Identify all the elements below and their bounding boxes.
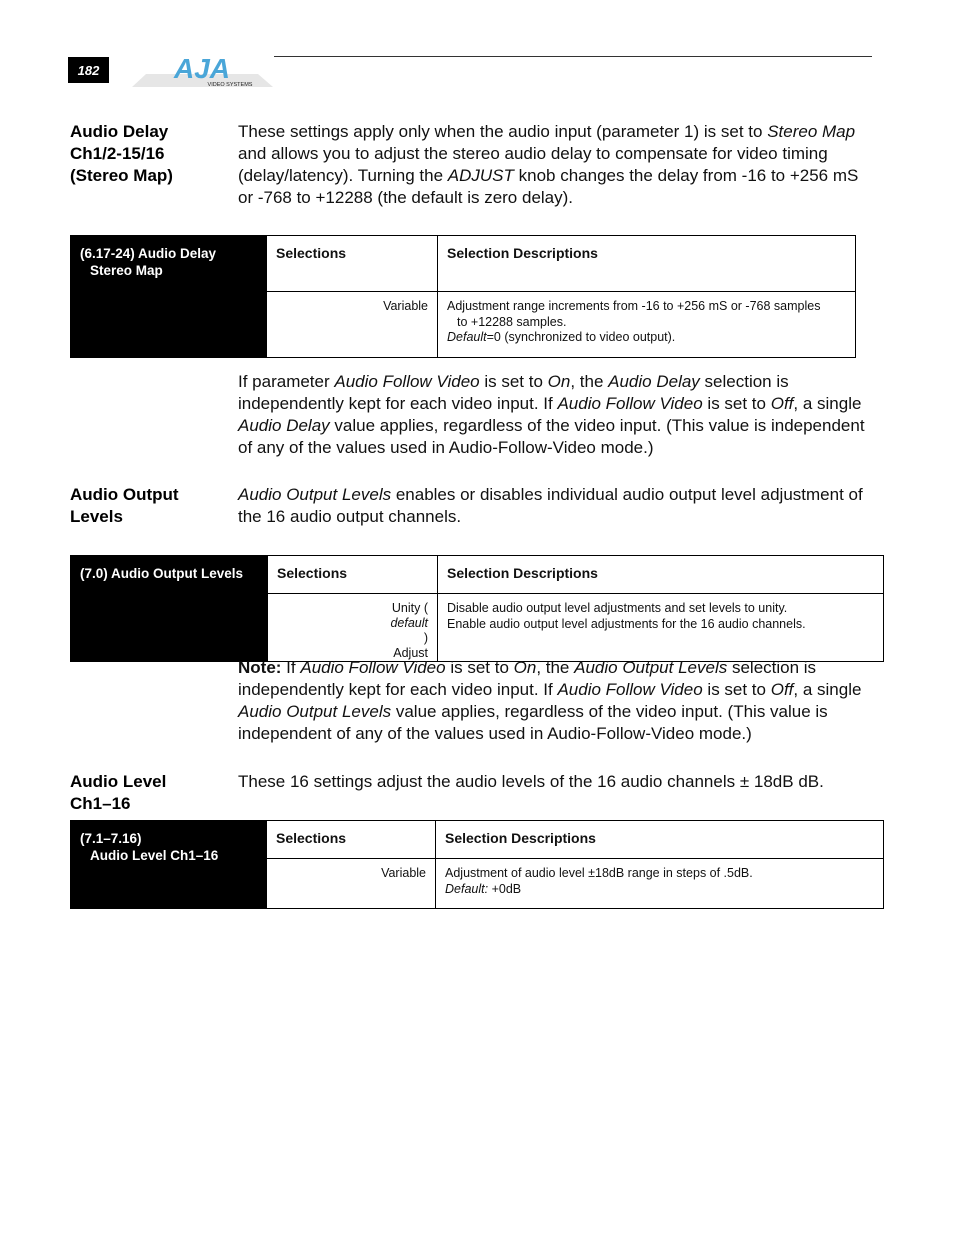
- heading-line: Ch1/2-15/16: [70, 144, 165, 163]
- col-header-selections: Selections: [267, 236, 438, 292]
- selection-cell: Variable: [267, 859, 436, 909]
- page-number: 182: [68, 57, 109, 83]
- description-cell: Disable audio output level adjustments and set levels to unity. Enable audio output level adjustments for the 16 audio channels.: [438, 594, 884, 662]
- aja-logo-graphic: [130, 56, 275, 88]
- header-rule: [274, 56, 872, 57]
- param-table-output-levels: [70, 555, 884, 662]
- output-levels-note: Note: If Audio Follow Video is set to On, the Audio Output Levels selection is independently kept for each video input. If Audio Follow Video is set to Off, a single Audio Output Levels value applies, regardless of the video input. (This value is independent of any of the values used in Audio-Follow-Video mode.): [238, 658, 862, 743]
- param-label: (7.0) Audio Output Levels: [71, 556, 268, 662]
- col-header-descriptions: Selection Descriptions: [438, 236, 856, 292]
- param-table-audio-level: [70, 820, 884, 909]
- heading-line: Audio Level: [70, 772, 167, 791]
- col-header-selections: Selections: [267, 821, 436, 859]
- audio-follow-video-note: If parameter Audio Follow Video is set to On, the Audio Delay selection is independently kept for each video input. If Audio Follow Video is set to Off, a single Audio Delay value applies, regardless of the video input. (This value is independent of any of the values used in Audio-Follow-Video mode.): [238, 372, 865, 457]
- description-cell: Adjustment range increments from -16 to +256 mS or -768 samples to +12288 samples. Default=0 (synchronized to video output).: [438, 292, 856, 358]
- audio-level-description: These 16 settings adjust the audio levels of the 16 audio channels ± 18dB dB.: [238, 772, 824, 791]
- col-header-descriptions: Selection Descriptions: [436, 821, 884, 859]
- stereo-delay-description: These settings apply only when the audio input (parameter 1) is set to Stereo Map and allows you to adjust the stereo audio delay to compensate for video timing (delay/latency). Turning the ADJUST knob changes the delay from -16 to +256 mS or -768 to +12288 (the default is zero delay).: [238, 122, 859, 207]
- param-table-stereo-delay: [70, 235, 856, 358]
- description-cell: Adjustment of audio level ±18dB range in steps of .5dB. Default: +0dB: [436, 859, 884, 909]
- section-heading-stereo-delay: [70, 121, 230, 187]
- col-header-descriptions: Selection Descriptions: [438, 556, 884, 594]
- selection-cell: Variable: [267, 292, 438, 358]
- aja-logo: [130, 56, 275, 88]
- col-header-selections: Selections: [268, 556, 438, 594]
- selection-cell: Unity ( default ) Adjust: [268, 594, 438, 662]
- heading-line: (Stereo Map): [70, 166, 173, 185]
- heading-line: Ch1–16: [70, 794, 131, 813]
- heading-line: Audio Delay: [70, 122, 169, 141]
- param-label: (6.17-24) Audio Delay Stereo Map: [71, 236, 267, 358]
- heading-line: Levels: [70, 507, 123, 526]
- param-label: (7.1–7.16) Audio Level Ch1–16: [71, 821, 267, 909]
- logo-subtext: VIDEO SYSTEMS: [207, 82, 253, 88]
- section-heading-audio-level: [70, 771, 230, 815]
- section-heading-output-levels: [70, 484, 230, 528]
- output-levels-description: Audio Output Levels enables or disables individual audio output level adjustment of the 16 audio output channels.: [238, 485, 863, 526]
- heading-line: Audio Output: [70, 485, 179, 504]
- logo-text: AJA: [173, 56, 231, 84]
